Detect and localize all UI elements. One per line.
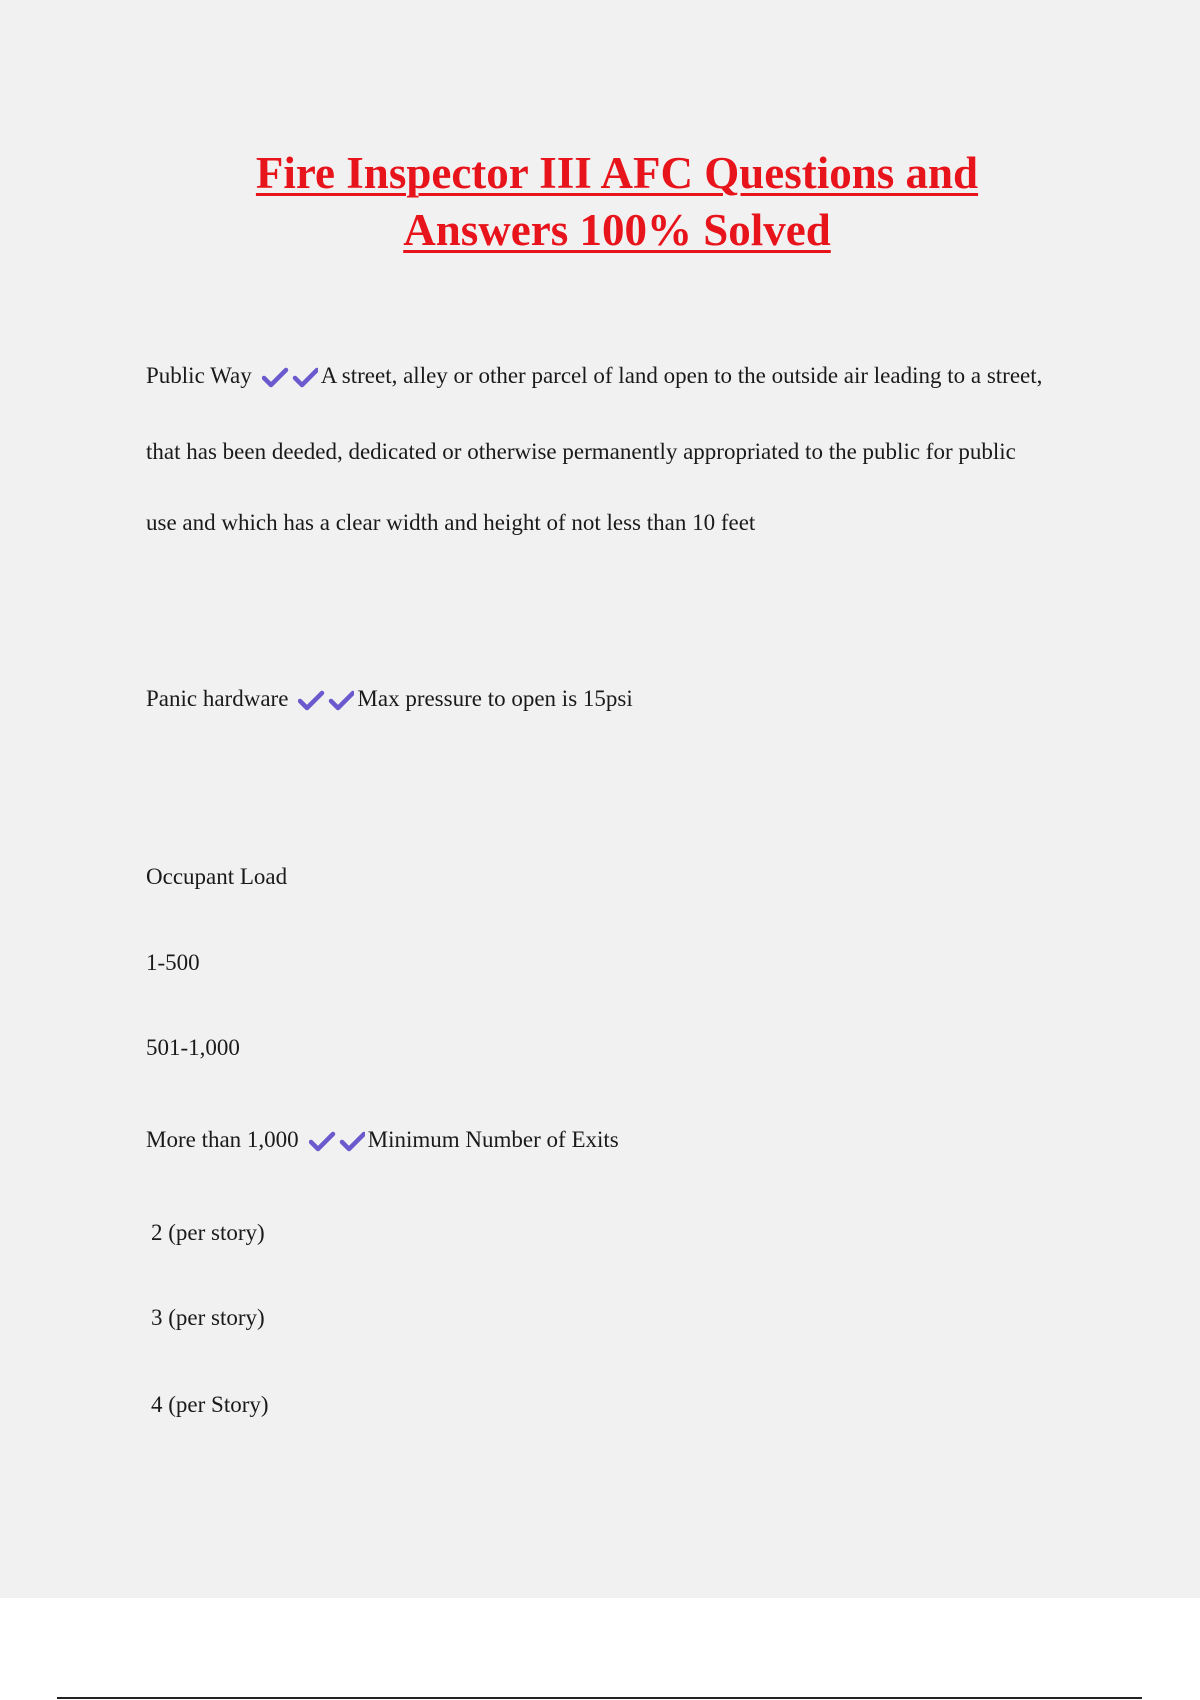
answer-option: 2 (per story) xyxy=(151,1220,265,1245)
qa-item-public-way xyxy=(146,362,1042,390)
footer-divider xyxy=(57,1697,1142,1699)
term-text: Occupant Load xyxy=(146,864,288,889)
double-checkmark-icon xyxy=(309,1130,365,1152)
answer-continuation: that has been deeded, dedicated or otherwise permanently appropriated to the public for public xyxy=(146,439,1016,464)
document-title xyxy=(0,145,1200,259)
double-checkmark-icon xyxy=(262,366,318,388)
title-line-1: Fire Inspector III AFC Questions and xyxy=(255,148,979,198)
title-line-2: Answers 100% Solved xyxy=(403,205,831,255)
qa-item-occupant-load xyxy=(146,1126,619,1154)
answer-option: 4 (per Story) xyxy=(151,1392,269,1417)
option-text: 501-1,000 xyxy=(146,1035,240,1060)
answer-option: 3 (per story) xyxy=(151,1305,265,1330)
term-text: Panic hardware xyxy=(146,686,289,711)
answer-continuation: use and which has a clear width and height of not less than 10 feet xyxy=(146,510,756,535)
option-text: More than 1,000 xyxy=(146,1127,299,1152)
double-checkmark-icon xyxy=(298,689,354,711)
option-text: 1-500 xyxy=(146,950,200,975)
answer-text: Max pressure to open is 15psi xyxy=(357,686,633,711)
answer-text: Minimum Number of Exits xyxy=(367,1127,619,1152)
qa-item-panic-hardware xyxy=(146,685,633,713)
term-text: Public Way xyxy=(146,363,252,388)
answer-text: A street, alley or other parcel of land open to the outside air leading to a street, xyxy=(320,363,1043,388)
